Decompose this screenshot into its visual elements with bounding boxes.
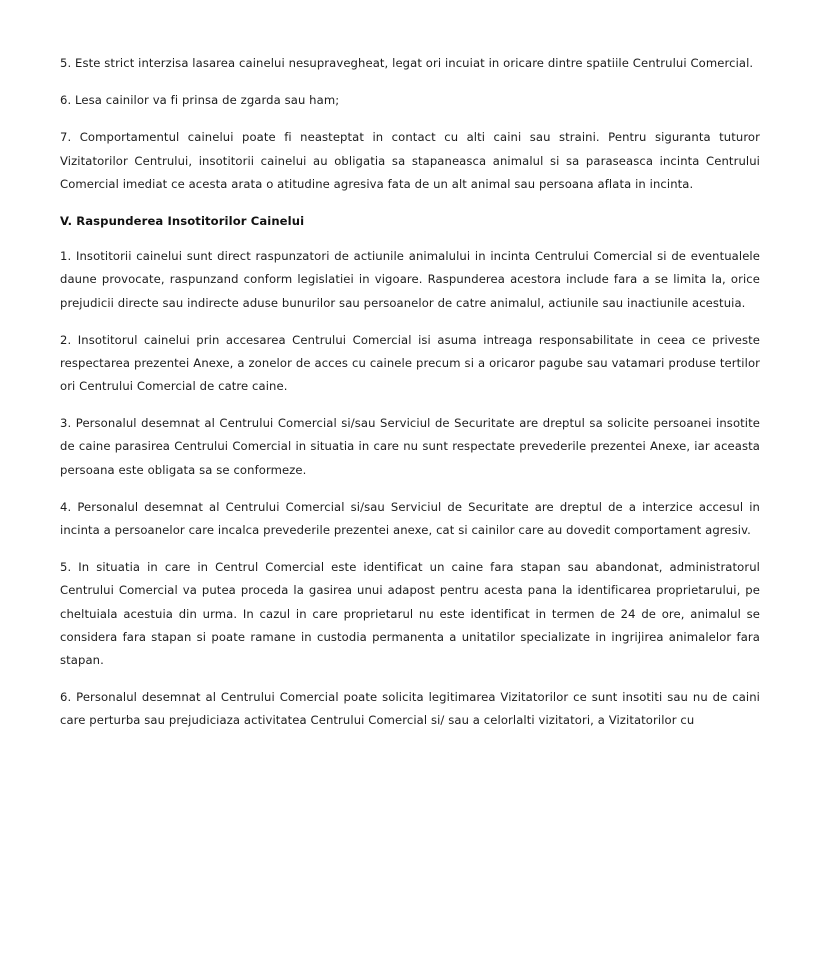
paragraph-section5-item-6: 6. Personalul desemnat al Centrului Comercial poate solicita legitimarea Vizitatorilor ce sunt insotiti sau nu de caini care perturba sau prejudiciaza activitatea Centrului Comercial si/ sau a celorlalti vizitatori, a Vizitatorilor cu bbox=[60, 690, 760, 728]
paragraph-section5-item-3: 3. Personalul desemnat al Centrului Comercial si/sau Serviciul de Securitate are dreptul sa solicite persoanei insotite de caine parasirea Centrului Comercial in situatia in care nu sunt respectate prevederile prezentei Anexe, iar aceasta persoana este obligata sa se conformeze. bbox=[60, 416, 760, 477]
paragraph-rule-6-leash: 6. Lesa cainilor va fi prinsa de zgarda sau ham; bbox=[60, 93, 340, 108]
paragraph-section5-item-4: 4. Personalul desemnat al Centrului Comercial si/sau Serviciul de Securitate are dreptul de a interzice accesul in incinta a persoanelor care incalca prevederile prezentei anexe, cat si cainilor care au dovedit comportament agresiv. bbox=[60, 499, 760, 537]
section-heading-v-liability: V. Raspunderea Insotitorilor Cainelui bbox=[60, 213, 305, 228]
paragraph-section5-item-5: 5. In situatia in care in Centrul Comercial este identificat un caine fara stapan sau abandonat, administratorul Centrului Comercial va putea proceda la gasirea unui adapost pentru acesta pana la identificarea proprietarului, pe cheltuiala acestuia din urma. In cazul in care proprietarul nu este identificat in termen de 24 de ore, animalul se considera fara stapan si poate ramane in custodia permanenta a unitatilor specializate in ingrijirea animalelor fara stapan. bbox=[60, 560, 760, 667]
paragraph-rule-7-behaviour: 7. Comportamentul cainelui poate fi neasteptat in contact cu alti caini sau straini. Pentru siguranta tuturor Vizitatorilor Centrului, insotitorii cainelui au obligatia sa stapaneasca animalul si sa paraseasca incinta Centrului Comercial imediat ce acesta arata o atitudine agresiva fata de un alt animal sau persoana aflata in incinta. bbox=[60, 130, 760, 191]
document-body bbox=[60, 52, 760, 733]
paragraph-rule-5-supervision: 5. Este strict interzisa lasarea cainelui nesupravegheat, legat ori incuiat in oricare dintre spatiile Centrului Comercial. bbox=[60, 56, 754, 70]
paragraph-section5-item-2: 2. Insotitorul cainelui prin accesarea Centrului Comercial isi asuma intreaga responsabilitate in ceea ce priveste respectarea prezentei Anexe, a zonelor de acces cu cainele precum si a oricaror pagube sau vatamari produse tertilor ori Centrului Comercial de catre caine. bbox=[60, 332, 760, 394]
paragraph-section5-item-1: 1. Insotitorii cainelui sunt direct raspunzatori de actiunile animalului in incinta Centrului Comercial si de eventualele daune provocate, raspunzand conform legislatiei in vigoare. Raspunderea acestora include fara a se limita la, orice prejudicii directe sau indirecte aduse bunurilor sau persoanelor de catre animalul, actiunile sau inactiunile acestuia. bbox=[60, 249, 760, 310]
